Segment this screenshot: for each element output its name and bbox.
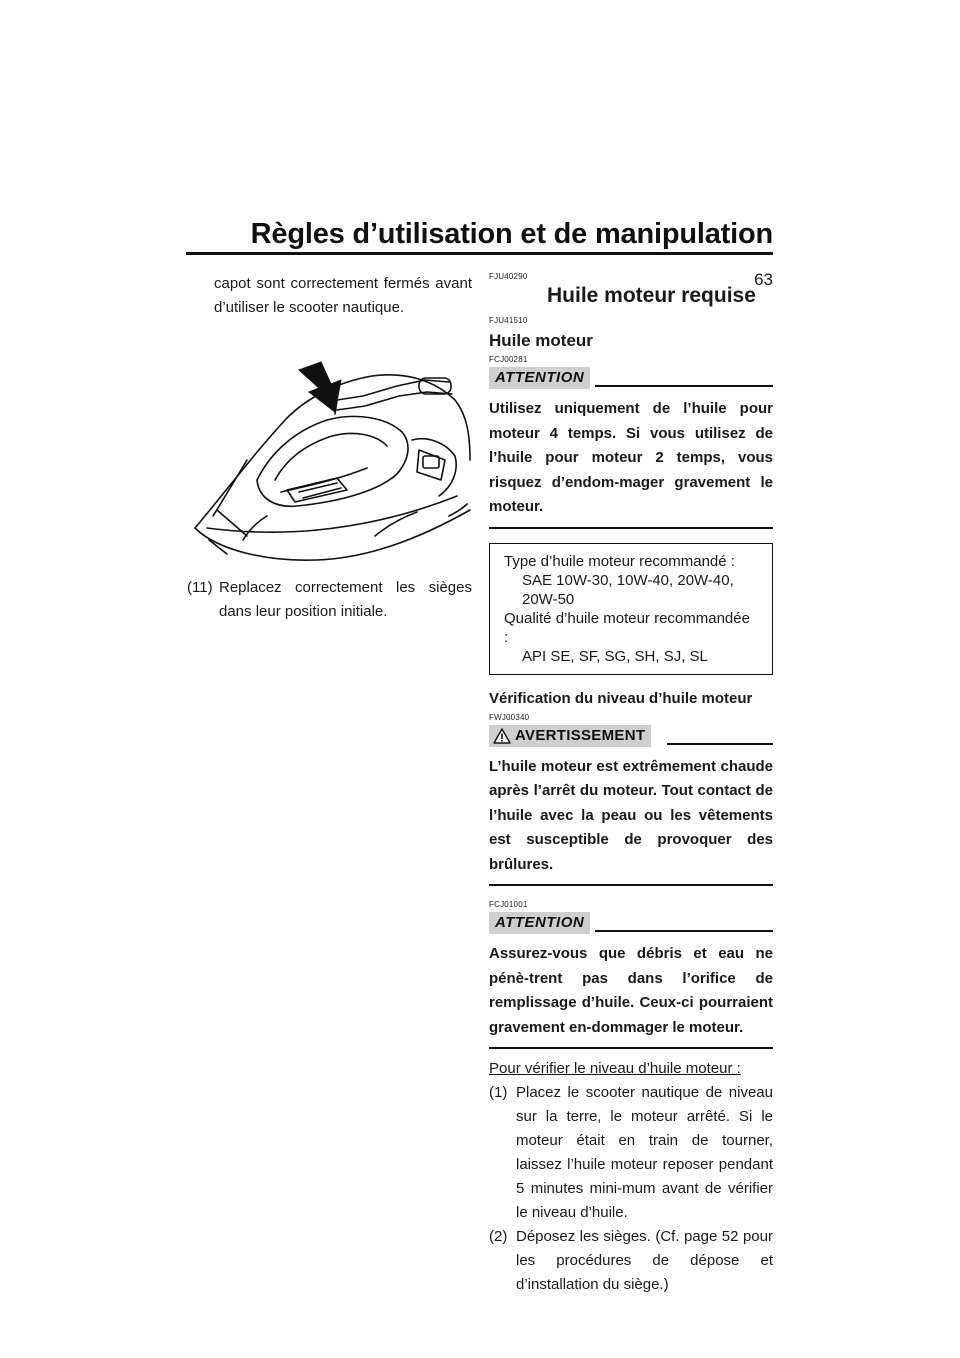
caution2-end-rule: [489, 1047, 773, 1049]
step-number: (1): [489, 1084, 508, 1101]
warning-label: AVERTISSEMENT: [515, 726, 646, 744]
right-column: [489, 272, 773, 1297]
caution-rule: [595, 385, 773, 387]
warning-rule: [667, 743, 773, 745]
section-title: Huile moteur requise: [547, 284, 756, 307]
caution-text: Utilisez uniquement de l’huile pour moteur 4 temps. Si vous utilisez de l’huile pour moteur 2 temps, vous risquez d’endom-mager gravement le moteur.: [489, 400, 773, 515]
oil-quality-value: API SE, SF, SG, SH, SJ, SL: [522, 647, 708, 665]
caution2-code: FCJ01001: [489, 900, 528, 909]
warning-header: [489, 725, 773, 749]
caution2-rule: [595, 930, 773, 932]
caution-header: [489, 367, 773, 391]
procedure-title: Pour vérifier le niveau d’huile moteur :: [489, 1060, 741, 1077]
header-rule: [186, 252, 773, 255]
jetski-illustration: [187, 340, 472, 564]
arrow-icon: [299, 362, 341, 412]
oil-type-label: Type d’huile moteur recommandé :: [504, 552, 735, 570]
jetski-drawing: [187, 340, 472, 564]
subsection-title: Huile moteur: [489, 331, 593, 350]
step-text: Replacez correctement les sièges dans leur position initiale.: [219, 579, 472, 620]
warning-end-rule: [489, 884, 773, 886]
step-1: [489, 1081, 773, 1225]
oil-type-value: SAE 10W-30, 10W-40, 20W-40, 20W-50: [522, 571, 734, 608]
page-title: Règles d’utilisation et de manipulation: [250, 218, 773, 250]
step-text: Déposez les sièges. (Cf. page 52 pour les procédures de dépose et d’installation du siège.): [516, 1228, 773, 1293]
caution-badge: ATTENTION: [489, 367, 590, 389]
step-2: [489, 1225, 773, 1297]
left-column: [187, 272, 472, 624]
caution2-header: [489, 912, 773, 936]
step-11: [187, 576, 472, 624]
oil-spec-box: [489, 543, 773, 675]
step-text: Placez le scooter nautique de niveau sur la terre, le moteur arrêté. Si le moteur était en train de tourner, laissez l’huile moteur reposer pendant 5 minutes mini-mum avant de vérifier le niveau d’huile.: [516, 1084, 773, 1221]
oil-quality-label: Qualité d’huile moteur recommandée :: [504, 609, 750, 646]
intro-paragraph: capot sont correctement fermés avant d’utiliser le scooter nautique.: [214, 275, 472, 316]
warning-badge: [489, 725, 651, 747]
warning-icon: [493, 728, 511, 744]
caution-code: FCJ00281: [489, 355, 528, 364]
caution2-text: Assurez-vous que débris et eau ne pénè-trent pas dans l’orifice de remplissage d’huile. Ceux-ci pourraient gravement en-dommager le moteur.: [489, 945, 773, 1036]
caution2-badge: ATTENTION: [489, 912, 590, 934]
section-code: FJU40290: [489, 272, 528, 281]
warning-code: FWJ00340: [489, 712, 530, 722]
step-number: (2): [489, 1228, 508, 1245]
page-number: 63: [754, 270, 773, 289]
check-title: Vérification du niveau d’huile moteur: [489, 689, 753, 707]
subsection-code: FJU41510: [489, 316, 528, 325]
warning-text: L’huile moteur est extrêmement chaude après l’arrêt du moteur. Tout contact de l’huile avec la peau ou les vêtements est susceptible de provoquer des brûlures.: [489, 757, 773, 873]
step-number: (11): [187, 579, 213, 596]
caution-end-rule: [489, 527, 773, 529]
